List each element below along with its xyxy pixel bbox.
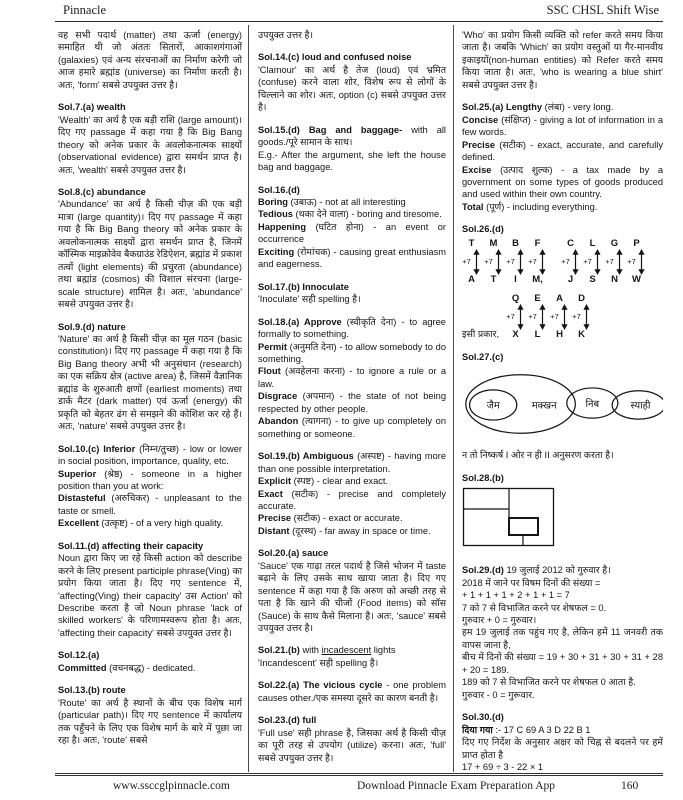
text-run: (त्यागना) - to give up completely on something or someone. [258, 416, 446, 439]
solution-block [462, 564, 663, 701]
solution-block [58, 186, 242, 311]
text-run: (स्पष्ट) - clear and exact. [293, 476, 389, 487]
text-run: दिए गए निर्देश के अनुसार अक्षर को चिह्न से बदलने पर हमें प्राप्त होता है [462, 737, 663, 760]
solution-text [258, 281, 446, 293]
solution-text [258, 657, 446, 669]
shift-label: +7 [605, 257, 614, 267]
venn-label-inner: जैम [486, 400, 500, 412]
letter-pair [605, 239, 624, 286]
solution-heading: Sol.26.(d) [462, 224, 504, 235]
top-letter: T [468, 237, 475, 249]
bottom-letter: X [512, 329, 519, 341]
solution-block [58, 29, 242, 91]
brand-title: Pinnacle [63, 3, 107, 17]
double-arrow-icon [582, 304, 591, 330]
text-run: (उत्कृष्ट) - of a very high quality. [101, 518, 224, 529]
solution-text [462, 602, 663, 614]
text-run: (सटीक) - exact or accurate. [293, 513, 403, 524]
text-run: (लंबा) - very long. [544, 102, 614, 113]
solution-block [462, 29, 663, 91]
double-arrow-icon [593, 249, 602, 275]
text-run: (सटीक) - precise and completely accurate. [258, 488, 446, 511]
solution-text [58, 101, 242, 113]
text-run: (अवहेलना करना) - to ignore a rule or a law. [258, 366, 446, 389]
figure-diagram [462, 487, 663, 554]
solution-text [258, 512, 446, 524]
solution-text [462, 626, 663, 651]
term-bold: Total [462, 201, 487, 212]
text-run: incadescent [321, 645, 372, 656]
term-bold: Abandon [258, 416, 302, 427]
solution-block [462, 101, 663, 213]
term-bold: Boring [258, 196, 291, 207]
double-arrow-icon [560, 304, 569, 330]
double-arrow-icon [494, 249, 503, 275]
solution-text [58, 649, 242, 661]
solution-text [258, 316, 446, 341]
solution-text [258, 390, 446, 415]
solution-text [462, 689, 663, 701]
term-bold: Sol.21.(b) [258, 645, 303, 656]
solution-text [58, 468, 242, 493]
solution-text [258, 149, 446, 174]
solution-text [258, 727, 446, 764]
solution-block [258, 29, 446, 41]
solution-heading: Sol.27.(c) [462, 351, 504, 362]
solution-text [258, 450, 446, 475]
text-run: 'Inoculate' सही spelling है। [258, 294, 361, 305]
term-bold: Sol.23.(d) full [258, 715, 317, 726]
shift-label: +7 [561, 257, 570, 267]
solution-text [258, 415, 446, 440]
term-bold: Permit [258, 341, 290, 352]
shift-label: +7 [550, 312, 559, 322]
text-run: Noun द्वारा किए जा रहे किसी action को describe करने के लिए present participle phrase(Ving) का प्रयोग किया जाता है। दिए गए sentence में, 'affecting(Ving) their capacity' उस Action' को Describe करता है जो Noun phrase 'lack of skilled workers' के परिणामस्वरूप होता है। अतः, 'affecting their capacity' सबसे उपयुक्त उत्तर है। [58, 553, 242, 638]
bottom-letter: A [468, 274, 475, 286]
text-run: (सटीक) - exact, accurate, and carefully defined. [462, 139, 663, 163]
solution-text [258, 29, 446, 41]
term-bold: Sol.29.(d) [462, 565, 507, 576]
text-run: :- 17 C 69 A 3 D 22 B 1 [495, 724, 591, 735]
letter-row-label: इसी प्रकार, [462, 328, 500, 339]
footer-app-text: Download Pinnacle Exam Preparation App [357, 780, 556, 792]
solution-text [258, 51, 446, 63]
shift-label: +7 [506, 312, 515, 322]
text-run: with all goods./पूरे सामान के साथ। [258, 124, 447, 148]
bottom-letter: W [632, 274, 641, 286]
bottom-letter: H [556, 329, 564, 341]
venn-label-outer: मक्खन [531, 400, 557, 412]
solution-text [58, 517, 242, 529]
text-run: (उबाऊ) - not at all interesting [290, 196, 406, 207]
page-header [55, 3, 663, 22]
footer-site-url: www.ssccglpinnacle.com [113, 780, 230, 792]
arrow-with-shift [572, 304, 591, 330]
solution-text [462, 101, 663, 113]
term-bold: Sol.13.(b) route [58, 685, 126, 696]
letter-pair [506, 239, 525, 286]
letter-group [506, 294, 591, 341]
solution-text [58, 198, 242, 310]
solution-text [58, 443, 242, 468]
venn-label-mid: निब [585, 399, 600, 411]
text-run: (श्रेष्ठ) - someone in a higher position than you at work: [58, 468, 242, 491]
venn-label-right: स्याही [630, 400, 651, 412]
text-run: 'Wealth' का अर्थ है एक बड़ी राशि (large amount)। दिए गए passage में कहा गया है कि Big Bang theory को अनेक प्रकार के अवलोकनात्मक साक्ष्यों (observational evidence) द्वारा समर्थन प्राप्त है। अतः, 'wealth' सबसे उपयुक्त उत्तर है। [58, 114, 242, 175]
solution-text [258, 488, 446, 513]
letter-pair [484, 239, 503, 286]
venn-diagram [462, 366, 663, 447]
term-bold: Sol.17.(b) Innoculate [258, 281, 349, 292]
term-bold: Sol.20.(a) sauce [258, 548, 329, 559]
solution-block [258, 316, 446, 441]
text-run: 'Clamour' का अर्थ है तेज (loud) एवं भ्रमित (confuse) करने वाला शोर, विशेष रूप से लोगों के चिल्लाने का शोर। अतः, option (c) सबसे उपयुक्त उत्तर है। [258, 64, 446, 113]
solution-text [258, 208, 446, 220]
term-bold: Concise [462, 114, 502, 125]
solution-text [258, 246, 446, 271]
arrow-with-shift [583, 249, 602, 275]
term-bold: Precise [462, 139, 500, 150]
solution-text [462, 651, 663, 676]
top-letter: Q [511, 292, 520, 304]
text-run: (स्वीकृति देना) - to agree formally to something. [258, 316, 446, 340]
term-bold: Sol.14.(c) loud and confused noise [258, 52, 412, 63]
text-run: (संक्षिप्त) - giving a lot of information in a few words. [462, 114, 663, 138]
solution-block [58, 684, 242, 746]
arrow-with-shift [550, 304, 569, 330]
solution-text [58, 186, 242, 198]
text-run: गुरुवार - 0 = गुरूवार. [462, 689, 535, 700]
term-bold: Precise [258, 513, 294, 524]
term-bold: Superior [58, 468, 105, 479]
text-run: 2018 में जाने पर विषम दिनों की संख्या = [462, 577, 601, 588]
solution-text [462, 577, 663, 589]
solution-text [462, 164, 663, 201]
text-run: न तो निष्कर्ष I ओर न ही II अनुसरण करता है। [462, 450, 614, 461]
text-run: 17 + 69 ÷ 3 - 22 × 1 [462, 761, 544, 772]
solution-text [258, 124, 446, 149]
solution-text [258, 525, 446, 537]
term-bold: Sol.9.(d) nature [58, 321, 126, 332]
term-bold: Sol.30.(d) [462, 712, 504, 723]
solution-block [462, 223, 663, 340]
solution-text [58, 552, 242, 639]
term-bold: Flout [258, 366, 286, 377]
arrow-with-shift [605, 249, 624, 275]
solution-text [58, 321, 242, 333]
text-run: (पूर्ण) - including everything. [486, 201, 598, 212]
solution-text [462, 676, 663, 688]
term-bold: Sol.10.(c) Inferior [58, 443, 140, 454]
term-bold: Committed [58, 662, 110, 673]
text-run: - one problem causes other./एक समस्या दूसरे का कारण बनती है। [258, 680, 446, 703]
double-arrow-icon [571, 249, 580, 275]
solution-block [258, 281, 446, 306]
top-letter: F [534, 237, 541, 249]
solution-text [462, 564, 663, 576]
term-bold: दिया गया [462, 724, 496, 735]
venn-diagram-svg [462, 366, 663, 442]
solution-block [258, 679, 446, 704]
letter-pair [561, 239, 580, 286]
solution-block [462, 472, 663, 554]
text-run: हम 19 जुलाई तक पहुंच गए है, लेकिन हमें 11 जनवरी तक वापस जाना है, [462, 627, 663, 650]
letter-pair [506, 294, 525, 341]
solution-text [258, 547, 446, 559]
text-run: 'Incandescent' सही spelling है। [258, 657, 379, 668]
letter-pair [462, 239, 481, 286]
arrow-with-shift [561, 249, 580, 275]
arrow-with-shift [462, 249, 481, 275]
term-bold: Sol.19.(b) Ambiguous [258, 451, 358, 462]
solutions-columns [55, 25, 663, 772]
term-bold: Sol.16.(d) [258, 184, 300, 195]
column-3 [453, 25, 663, 772]
solution-text [462, 139, 663, 164]
column-2 [248, 25, 453, 772]
shift-label: +7 [506, 257, 515, 267]
text-run: 'Abundance' का अर्थ है किसी चीज़ की एक बड़ी मात्रा (large quantity)। दिए गए passage में कहा गया है कि Big Bang theory को अनेक प्रकार के अवलोकनात्मक साक्ष्यों द्वारा समर्थन प्राप्त है, जिनमें कॉस्मिक माइक्रोवेव बैकग्राउंड रेडिऐशन, ब्रह्मांड में प्रकाश तत्वों (light elements) की प्रचुरता (abundance) तथा ब्रह्मांड (cosmos) की विशाल संरचना (large-scale structure) शामिल है। अतः, 'abundance' सबसे उपयुक्त उत्तर है। [58, 199, 242, 310]
text-run: (निम्न/तुच्छ) - low or lower in social position, importance, quality, etc. [58, 443, 242, 467]
term-bold: Happening [258, 221, 316, 232]
shift-label: +7 [627, 257, 636, 267]
bottom-letter: M, [532, 274, 543, 286]
solution-text [58, 662, 242, 674]
bottom-letter: T [490, 274, 497, 286]
term-bold: Sol.11.(d) affecting their capacity [58, 540, 204, 551]
solution-text [462, 724, 663, 736]
solution-text [58, 29, 242, 91]
shift-label: +7 [528, 257, 537, 267]
text-run: उपयुक्त उत्तर है। [258, 30, 313, 40]
top-letter: G [610, 237, 619, 249]
text-run: (वचनबद्ध) - dedicated. [109, 662, 196, 673]
letter-pair [528, 294, 547, 341]
term-bold: Tedious [258, 209, 296, 220]
text-run: with [302, 645, 322, 656]
solution-text [462, 711, 663, 723]
solution-text [258, 64, 446, 114]
text-run: (अपमान) - the state of not being respected by other people. [258, 391, 446, 414]
arrow-with-shift [506, 304, 525, 330]
solution-block [58, 540, 242, 640]
solution-text [258, 341, 446, 366]
solution-block [58, 443, 242, 530]
text-run: वह सभी पदार्थ (matter) तथा ऊर्जा (energy) समाहित थी जो अंततः सितारों, आकाशगंगाओं (galaxies) एवं अन्य संरचनाओं का निर्माण करेगी जो आज हमारे ब्रह्मांड (universe) का निर्माण करती है। अतः, 'form' सबसे उपयुक्त उत्तर है। [58, 30, 242, 90]
solution-text [462, 29, 663, 91]
text-run: 'Sauce' एक गाढ़ा तरल पदार्थ है जिसे भोजन में taste बढ़ाने के लिए उसके साथ खाया जाता है। दिए गए sentence में कहा गया है कि अरुण को अच्छी तरह से पता है कि खाने की चीजों (Food items) को सॉस (Sauce) के साथ कैसे मिलाना है। अतः, 'sauce' सबसे उपयुक्त उत्तर है। [258, 560, 446, 634]
solution-text [258, 365, 446, 390]
bottom-letter: J [567, 274, 574, 286]
shift-label: +7 [528, 312, 537, 322]
text-run: 7 को 7 से विभाजित करने पर शेषफल = 0. [462, 602, 607, 613]
text-run: (थका देने वाला) - boring and tiresome. [295, 209, 442, 220]
solution-text [58, 333, 242, 433]
shift-label: +7 [484, 257, 493, 267]
bottom-letter: S [589, 274, 596, 286]
text-run: (रोमांचक) - causing great enthusiasm and eagerness. [258, 246, 446, 270]
arrow-with-shift [506, 249, 525, 275]
venn-caption [462, 449, 663, 461]
solution-block [58, 649, 242, 674]
solution-block [258, 184, 446, 271]
term-bold: Sol.22.(a) The vicious cycle [258, 680, 387, 691]
arrow-with-shift [484, 249, 503, 275]
term-bold: Excellent [58, 518, 102, 529]
top-letter: C [567, 237, 574, 249]
page-number: 160 [621, 780, 639, 792]
text-run: (उत्पाद शुल्क) - a tax made by a government on some types of goods produced and used within their own country. [462, 164, 663, 200]
term-bold: Sol.18.(a) Approve [258, 316, 347, 327]
shift-label: +7 [462, 257, 471, 267]
term-bold: Distasteful [58, 493, 112, 504]
solution-text [58, 114, 242, 176]
text-run: 'Who' का प्रयोग किसी व्यक्ति को refer करते समय किया जाता है। जबकि 'Which' का प्रयोग वस्तुओं या गैर-मानवीय इकाइयों(non-human entities) को Refer करते समय किया जाता है। अतः, 'who is wearing a blue shirt' सबसे उपयुक्त उत्तर है। [462, 30, 663, 90]
bottom-letter: L [534, 329, 541, 341]
letter-pair [550, 294, 569, 341]
solution-block [258, 450, 446, 537]
term-bold: Exciting [258, 246, 298, 257]
text-run: 'Full use' सही phrase है, जिसका अर्थ है किसी चीज़ का पूरी तरह से उपयोग (utilize) करना। अतः, 'full' सबसे उपयुक्त उत्तर है। [258, 727, 446, 763]
letter-group [462, 239, 547, 286]
text-run: E.g.- After the argument, she left the house bag and baggage. [258, 149, 446, 173]
top-letter: P [633, 237, 640, 249]
solution-block [58, 101, 242, 176]
solution-text [462, 114, 663, 139]
solution-text [462, 736, 663, 761]
text-run: 19 जुलाई 2012 को गुरुवार है। [506, 565, 611, 576]
solution-block [258, 714, 446, 764]
text-run: (अरुचिकर) - unpleasant to the taste or smell. [58, 493, 242, 516]
solution-text [58, 492, 242, 517]
top-letter: D [578, 292, 586, 304]
text-run: 189 को 7 से विभाजित करने पर शेषफल 0 आता है. [462, 677, 636, 688]
text-run: (अस्पष्ट) - having more than one possible interpretation. [258, 451, 446, 474]
text-run: + 1 + 1 + 1 + 2 + 1 + 1 = 7 [462, 590, 570, 601]
top-letter: M [489, 237, 498, 249]
double-arrow-icon [516, 249, 525, 275]
solution-text [258, 475, 446, 487]
term-bold: Exact [258, 488, 292, 499]
letter-row [462, 294, 663, 341]
text-run: गुरुवार + 0 = गुरुवार। [462, 614, 537, 625]
solution-block [258, 124, 446, 174]
text-run: 'Nature' का अर्थ है किसी चीज़ का मूल गठन (basic constitution)। दिए गए passage में कहा गया है कि Big Bang theory अभी भी अनुसंधान (research) का एक सक्रिय क्षेत्र (active area) है, जिसमें वैज्ञानिक ब्रह्मांड के शुरुआती क्षणों (earliest moments) तथा डार्क मैटर (dark matter) एवं ऊर्जा (energy) की प्रकृति को बेहतर ढंग से समझने की कोशिश कर रहे हैं। अतः, 'nature' सबसे उपयुक्त उत्तर है। [58, 333, 242, 432]
text-run: 'Route' का अर्थ है स्थानों के बीच एक विशेष मार्ग (particular path)। दिए गए sentence में कार्यालय तक पहुँचने के लिए एक विशेष मार्ग के बारे में पूछा जा रहा है। अतः, 'route' सबसे [58, 697, 242, 746]
solution-text [258, 196, 446, 208]
solution-block [258, 547, 446, 634]
double-arrow-icon [472, 249, 481, 275]
solution-text [258, 679, 446, 704]
arrow-with-shift [627, 249, 646, 275]
page-footer [55, 773, 663, 797]
solution-text [462, 589, 663, 601]
text-run: (दूरस्थ) - far away in space or time. [292, 525, 431, 536]
top-letter: L [589, 237, 596, 249]
term-bold: Sol.8.(c) abundance [58, 186, 146, 197]
top-letter: A [556, 292, 564, 304]
text-run: बीच में दिनों की संख्या = 19 + 30 + 31 + 30 + 31 + 28 + 20 = 189. [462, 652, 663, 675]
top-letter: E [534, 292, 541, 304]
solution-block [258, 51, 446, 113]
term-bold: Sol.7.(a) wealth [58, 102, 126, 113]
double-arrow-icon [637, 249, 646, 275]
solution-text [258, 560, 446, 635]
letter-pair [627, 239, 646, 286]
arrow-with-shift [528, 249, 547, 275]
letter-group [561, 239, 646, 286]
term-bold: Sol.12.(a) [58, 650, 100, 661]
letter-pair [583, 239, 602, 286]
edition-title: SSC CHSL Shift Wise [546, 3, 659, 17]
double-arrow-icon [615, 249, 624, 275]
term-bold: Sol.15.(d) Bag and baggage- [258, 124, 412, 135]
solution-block [58, 321, 242, 433]
solution-text [462, 761, 663, 772]
text-run: (घटित होना) - an event or occurrence [258, 221, 446, 245]
solution-text [258, 644, 446, 656]
solution-block [462, 711, 663, 772]
solution-text [58, 540, 242, 552]
term-bold: Distant [258, 525, 293, 536]
bottom-letter: I [514, 274, 517, 286]
double-arrow-icon [538, 249, 547, 275]
figure-diagram-svg [462, 487, 560, 549]
bottom-letter: N [611, 274, 618, 286]
letter-row [462, 239, 663, 286]
term-bold: Excise [462, 164, 501, 175]
solution-heading: Sol.28.(b) [462, 472, 504, 483]
term-bold: Explicit [258, 476, 294, 487]
solution-text [258, 221, 446, 246]
solution-text [462, 201, 663, 213]
arrow-with-shift [528, 304, 547, 330]
solution-block [462, 351, 663, 462]
solution-text [462, 614, 663, 626]
solution-text [58, 684, 242, 696]
letter-pair [572, 294, 591, 341]
double-arrow-icon [538, 304, 547, 330]
shift-label: +7 [572, 312, 581, 322]
column-1 [55, 25, 248, 772]
bottom-letter: K [578, 329, 586, 341]
solution-block [258, 644, 446, 669]
text-run: (अनुमति देना) - to allow somebody to do something. [258, 341, 446, 364]
solution-text [258, 293, 446, 305]
text-run: lights [371, 645, 396, 656]
term-bold: Sol.25.(a) Lengthy [462, 102, 545, 113]
double-arrow-icon [516, 304, 525, 330]
letter-pair [528, 239, 547, 286]
solution-text [258, 184, 446, 196]
shift-label: +7 [583, 257, 592, 267]
top-letter: B [512, 237, 519, 249]
solution-text [258, 714, 446, 726]
term-bold: Disgrace [258, 391, 303, 402]
solution-text [58, 697, 242, 747]
